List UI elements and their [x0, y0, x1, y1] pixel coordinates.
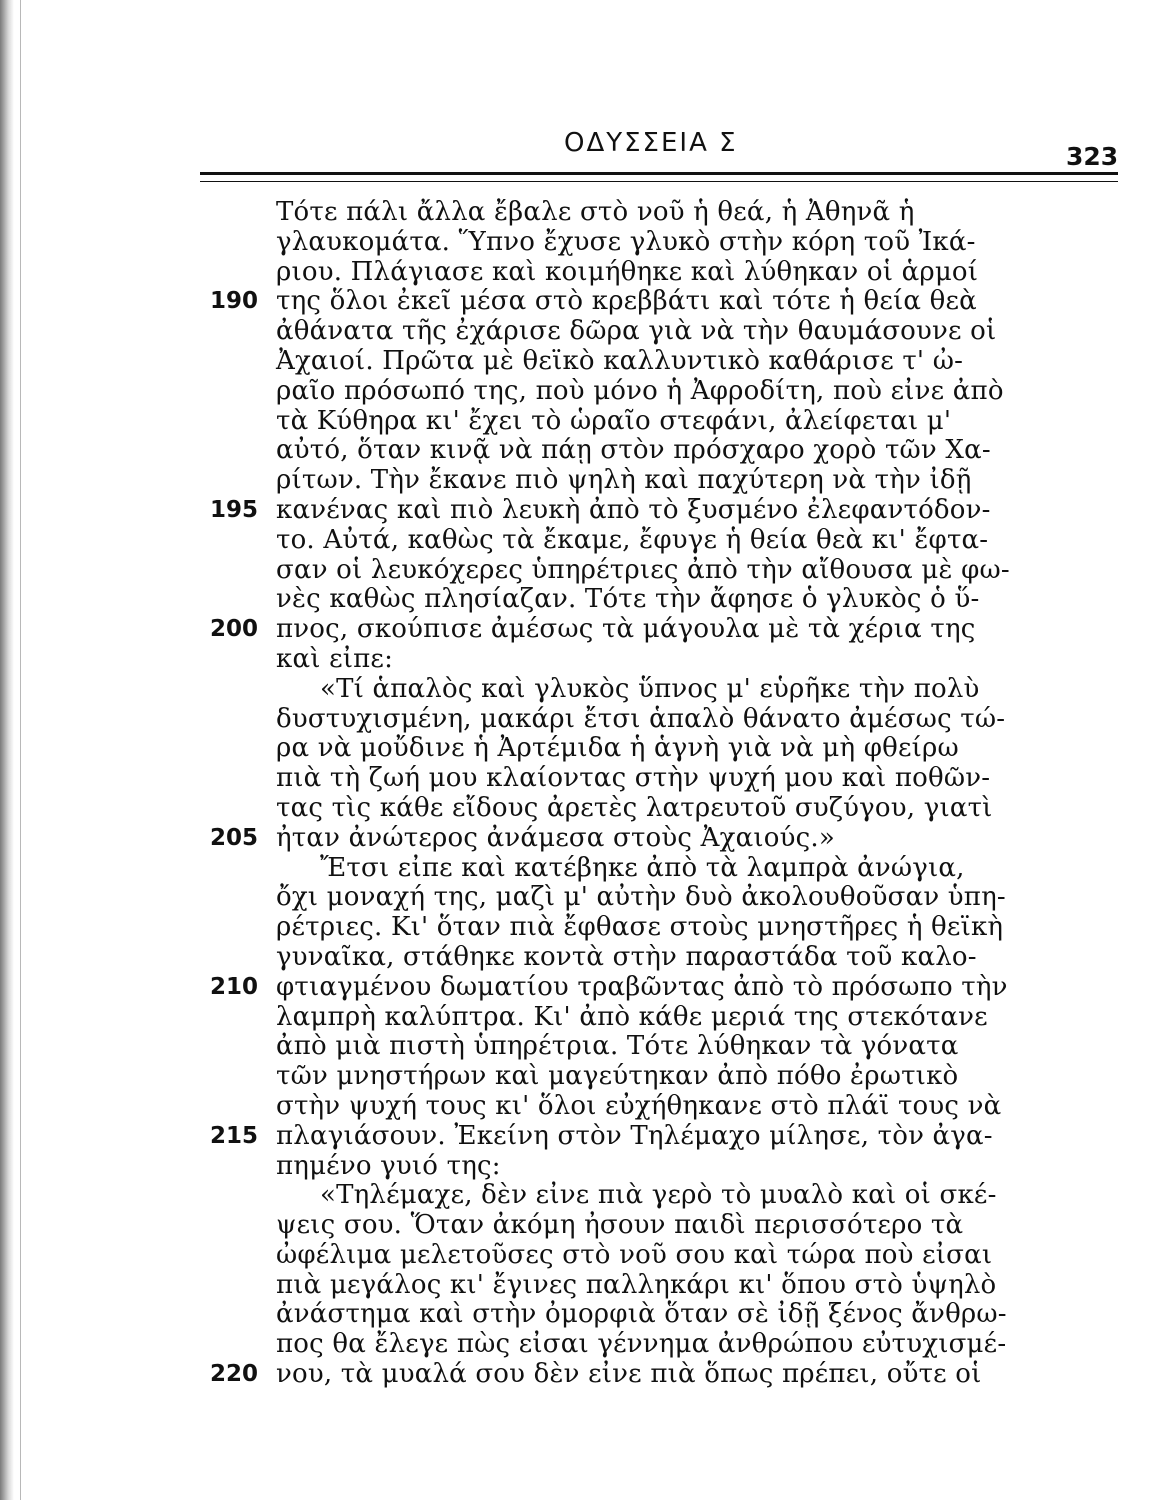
line-text: νου, τὰ μυαλά σου δὲν εἶνε πιὰ ὅπως πρέπει, οὔτε οἱ	[276, 1360, 982, 1390]
text-line	[210, 675, 1130, 705]
text-line	[210, 1032, 1130, 1062]
text-line	[210, 407, 1130, 437]
book-binding-shadow	[0, 0, 14, 1500]
text-line	[210, 1122, 1130, 1152]
text-line	[210, 1181, 1130, 1211]
line-text: λαμπρὴ καλύπτρα. Κι' ἀπὸ κάθε μεριά της στεκότανε	[276, 1002, 988, 1032]
line-text: τῶν μνηστήρων καὶ μαγεύτηκαν ἀπὸ πόθο ἐρωτικὸ	[276, 1062, 959, 1092]
text-line	[210, 1271, 1130, 1301]
text-line	[210, 1241, 1130, 1271]
text-body	[210, 198, 1130, 1390]
line-number: 210	[210, 973, 259, 1000]
line-text: Ἔτσι εἶπε καὶ κατέβηκε ἀπὸ τὰ λαμπρὰ ἀνώγια,	[320, 853, 965, 883]
line-number: 190	[210, 288, 259, 315]
line-number: 205	[210, 824, 259, 851]
text-line	[210, 198, 1130, 228]
line-text: ψεις σου. Ὅταν ἀκόμη ἦσουν παιδὶ περισσότερο τὰ	[276, 1211, 964, 1241]
text-line	[210, 943, 1130, 973]
running-header-title: ΟΔΥΣΣΕΙΑ Σ	[564, 128, 738, 158]
line-text: ρίτων. Τὴν ἔκανε πιὸ ψηλὴ καὶ παχύτερη νὰ τὴν ἰδῇ	[276, 466, 972, 496]
line-text: ἦταν ἀνώτερος ἀνάμεσα στοὺς Ἀχαιούς.»	[276, 823, 835, 853]
text-line	[210, 734, 1130, 764]
text-line	[210, 764, 1130, 794]
text-line	[210, 496, 1130, 526]
text-line	[210, 854, 1130, 884]
page-edge-line	[20, 0, 21, 1500]
text-line	[210, 526, 1130, 556]
line-text: τὰ Κύθηρα κι' ἔχει τὸ ὡραῖο στεφάνι, ἀλείφεται μ'	[276, 406, 952, 436]
line-text: κανένας καὶ πιὸ λευκὴ ἀπὸ τὸ ξυσμένο ἐλεφαντόδον-	[276, 495, 991, 525]
line-text: ραῖο πρόσωπό της, ποὺ μόνο ἡ Ἀφροδίτη, ποὺ εἶνε ἀπὸ	[276, 376, 1004, 406]
text-line	[210, 1211, 1130, 1241]
text-line	[210, 973, 1130, 1003]
line-number: 215	[210, 1122, 259, 1149]
text-line	[210, 347, 1130, 377]
text-line	[210, 1360, 1130, 1390]
line-text: ρέτριες. Κι' ὅταν πιὰ ἔφθασε στοὺς μνηστῆρες ἡ θεϊκὴ	[276, 913, 1004, 943]
text-line	[210, 883, 1130, 913]
line-text: φτιαγμένου δωματίου τραβῶντας ἀπὸ τὸ πρόσωπο τὴν	[276, 972, 1008, 1002]
text-line	[210, 913, 1130, 943]
text-line	[210, 1152, 1130, 1182]
header-rule	[200, 172, 1118, 182]
page-number: 323	[1066, 142, 1119, 171]
line-number: 220	[210, 1361, 259, 1388]
line-text: καὶ εἶπε:	[276, 644, 394, 674]
text-line	[210, 228, 1130, 258]
line-text: νὲς καθὼς πλησίαζαν. Τότε τὴν ἄφησε ὁ γλυκὸς ὁ ὕ-	[276, 585, 980, 615]
line-text: σαν οἱ λευκόχερες ὑπηρέτριες ἀπὸ τὴν αἴθουσα μὲ φω-	[276, 555, 1010, 585]
text-line	[210, 794, 1130, 824]
line-text: ὠφέλιμα μελετοῦσες στὸ νοῦ σου καὶ τώρα ποὺ εἶσαι	[276, 1240, 993, 1270]
line-text: στὴν ψυχή τους κι' ὅλοι εὐχήθηκανε στὸ πλάϊ τους νὰ	[276, 1091, 1002, 1121]
line-text: γλαυκομάτα. Ὕπνο ἔχυσε γλυκὸ στὴν κόρη τοῦ Ἰκά-	[276, 227, 976, 257]
text-line	[210, 377, 1130, 407]
line-text: πιὰ μεγάλος κι' ἔγινες παλληκάρι κι' ὅπου στὸ ὑψηλὸ	[276, 1270, 997, 1300]
line-number: 195	[210, 496, 259, 523]
line-text: της ὅλοι ἐκεῖ μέσα στὸ κρεββάτι καὶ τότε ἡ θεία θεὰ	[276, 287, 977, 317]
line-text: ὄχι μοναχή της, μαζὶ μ' αὐτὴν δυὸ ἀκολουθοῦσαν ὑπη-	[276, 883, 1006, 913]
line-text: πος θα ἔλεγε πὼς εἶσαι γέννημα ἀνθρώπου εὐτυχισμέ-	[276, 1330, 1007, 1360]
line-number: 200	[210, 616, 259, 643]
text-line	[210, 824, 1130, 854]
line-text: «Τί ἁπαλὸς καὶ γλυκὸς ὕπνος μ' εὑρῆκε τὴν πολὺ	[320, 674, 980, 704]
text-line	[210, 705, 1130, 735]
line-text: πλαγιάσουν. Ἐκείνη στὸν Τηλέμαχο μίλησε, τὸν ἀγα-	[276, 1121, 993, 1151]
text-line	[210, 317, 1130, 347]
line-text: το. Αὐτά, καθὼς τὰ ἔκαμε, ἔφυγε ἡ θεία θεὰ κι' ἔφτα-	[276, 525, 989, 555]
line-text: πημένο γυιό της:	[276, 1151, 501, 1181]
text-line	[210, 615, 1130, 645]
line-text: πιὰ τὴ ζωή μου κλαίοντας στὴν ψυχή μου καὶ ποθῶν-	[276, 764, 991, 794]
line-text: ρα νὰ μοὔδινε ἡ Ἀρτέμιδα ἡ ἁγνὴ γιὰ νὰ μὴ φθείρω	[276, 734, 959, 764]
line-text: ἀθάνατα τῆς ἐχάρισε δῶρα γιὰ νὰ τὴν θαυμάσουνε οἱ	[276, 317, 997, 347]
text-line	[210, 1003, 1130, 1033]
line-text: δυστυχισμένη, μακάρι ἔτσι ἁπαλὸ θάνατο ἀμέσως τώ-	[276, 704, 1006, 734]
text-line	[210, 287, 1130, 317]
text-line	[210, 1062, 1130, 1092]
text-line	[210, 1092, 1130, 1122]
line-text: ἀνάστημα καὶ στὴν ὀμορφιὰ ὅταν σὲ ἰδῇ ξένος ἄνθρω-	[276, 1300, 1007, 1330]
line-text: «Τηλέμαχε, δὲν εἶνε πιὰ γερὸ τὸ μυαλὸ καὶ οἱ σκέ-	[320, 1181, 997, 1211]
line-text: Τότε πάλι ἄλλα ἔβαλε στὸ νοῦ ἡ θεά, ἡ Ἀθηνᾶ ἡ	[276, 198, 915, 227]
text-line	[210, 1330, 1130, 1360]
text-line	[210, 1300, 1130, 1330]
line-text: ἀπὸ μιὰ πιστὴ ὑπηρέτρια. Τότε λύθηκαν τὰ γόνατα	[276, 1032, 959, 1062]
line-text: αὐτό, ὅταν κινᾷ νὰ πάῃ στὸν πρόσχαρο χορὸ τῶν Χα-	[276, 436, 991, 466]
text-line	[210, 645, 1130, 675]
line-text: Ἀχαιοί. Πρῶτα μὲ θεϊκὸ καλλυντικὸ καθάρισε τ' ὠ-	[276, 346, 964, 376]
line-text: τας τὶς κάθε εἴδους ἀρετὲς λατρευτοῦ συζύγου, γιατὶ	[276, 793, 993, 823]
line-text: γυναῖκα, στάθηκε κοντὰ στὴν παραστάδα τοῦ καλο-	[276, 942, 977, 972]
line-text: ριου. Πλάγιασε καὶ κοιμήθηκε καὶ λύθηκαν οἱ ἁρμοί	[276, 257, 979, 287]
text-line	[210, 585, 1130, 615]
text-line	[210, 466, 1130, 496]
line-text: πνος, σκούπισε ἀμέσως τὰ μάγουλα μὲ τὰ χέρια της	[276, 615, 976, 645]
text-line	[210, 258, 1130, 288]
text-line	[210, 436, 1130, 466]
text-line	[210, 556, 1130, 586]
